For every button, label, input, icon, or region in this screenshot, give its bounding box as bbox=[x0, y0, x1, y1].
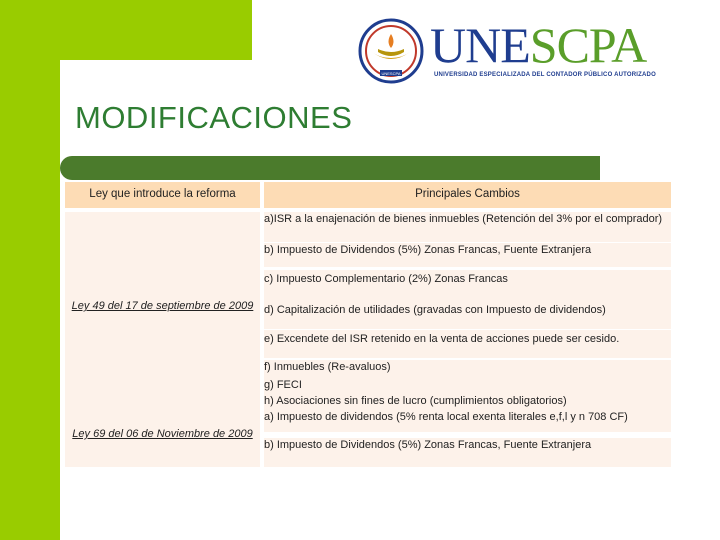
oil-lamp-emblem-icon bbox=[358, 18, 424, 84]
logo-wordmark-une: UNE bbox=[430, 17, 530, 73]
accent-bar-top bbox=[0, 0, 252, 60]
logo-wordmark bbox=[430, 17, 647, 73]
law-label-2: Ley 69 del 06 de Noviembre de 2009 bbox=[72, 428, 253, 440]
law-label-1: Ley 49 del 17 de septiembre de 2009 bbox=[71, 300, 254, 312]
title-underline-bar bbox=[60, 156, 600, 180]
accent-bar-left bbox=[0, 0, 60, 540]
page-title: MODIFICACIONES bbox=[75, 100, 353, 135]
change-row bbox=[264, 438, 671, 467]
change-row bbox=[264, 300, 671, 329]
change-row bbox=[264, 378, 671, 394]
change-text: b) Impuesto de Dividendos (5%) Zonas Francas, Fuente Extranjera bbox=[264, 244, 592, 256]
change-row bbox=[264, 243, 671, 267]
change-text: c) Impuesto Complementario (2%) Zonas Francas bbox=[264, 273, 508, 285]
header-changes: Principales Cambios bbox=[264, 182, 671, 208]
change-text: g) FECI bbox=[264, 379, 302, 391]
change-row bbox=[264, 394, 671, 410]
logo-subtitle: UNIVERSIDAD ESPECIALIZADA DEL CONTADOR PÚBLICO AUTORIZADO bbox=[434, 72, 656, 78]
change-row bbox=[264, 410, 671, 432]
change-text: b) Impuesto de Dividendos (5%) Zonas Francas, Fuente Extranjera bbox=[264, 439, 592, 451]
logo-wordmark-scpa: SCPA bbox=[529, 17, 647, 73]
change-row bbox=[264, 360, 671, 378]
unescpa-logo bbox=[358, 18, 693, 84]
change-text: d) Capitalización de utilidades (gravadas con Impuesto de dividendos) bbox=[264, 304, 606, 316]
change-text: e) Excendete del ISR retenido en la venta de acciones puede ser cesido. bbox=[264, 333, 620, 345]
header-law: Ley que introduce la reforma bbox=[65, 182, 260, 208]
change-text: h) Asociaciones sin fines de lucro (cumplimientos obligatorios) bbox=[264, 395, 567, 407]
change-text: a) Impuesto de dividendos (5% renta local exenta literales e,f,l y n 708 CF) bbox=[264, 411, 628, 423]
emblem-label: UNESCPA bbox=[381, 71, 401, 76]
change-row bbox=[264, 212, 671, 242]
change-text: f) Inmuebles (Re-avaluos) bbox=[264, 361, 391, 373]
change-row bbox=[264, 330, 671, 358]
change-row bbox=[264, 270, 671, 300]
change-text: a)ISR a la enajenación de bienes inmuebles (Retención del 3% por el comprador) bbox=[264, 213, 663, 225]
